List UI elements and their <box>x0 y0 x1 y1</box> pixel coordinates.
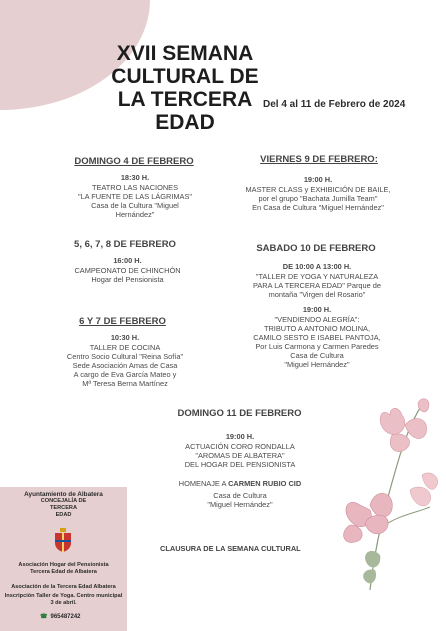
event-line: DEL HOGAR DEL PENSIONISTA <box>184 460 296 469</box>
event-line: A cargo de Eva García Mateo y <box>73 370 177 379</box>
section-title-6-7: 6 Y 7 DE FEBRERO <box>79 316 166 327</box>
section-title-viernes-9: VIERNES 9 DE FEBRERO: <box>260 154 378 165</box>
section-title-domingo-11: DOMINGO 11 DE FEBRERO <box>177 408 302 419</box>
event-time: 19:00 H. <box>302 305 332 314</box>
section-5-8 <box>55 256 200 284</box>
event-line: Hernández" <box>115 210 155 219</box>
event-line: TALLER DE COCINA <box>89 343 161 352</box>
event-dates: Del 4 al 11 de Febrero de 2024 <box>263 99 406 110</box>
event-time: 18:30 H. <box>120 173 150 182</box>
event-line: TEATRO LAS NACIONES <box>91 183 179 192</box>
event-line: TRIBUTO A ANTONIO MOLINA, <box>263 324 371 333</box>
phone-icon: ☎ <box>40 614 48 620</box>
event-line: En Casa de Cultura "Miguel Hernández" <box>252 203 384 212</box>
flower-decoration <box>330 395 446 590</box>
event-line: CAMPEONATO DE CHINCHÓN <box>74 266 181 275</box>
event-line: Mª Teresa Berna Martínez <box>82 379 168 388</box>
section-viernes-9 <box>228 175 408 212</box>
phone-number: 965487242 <box>50 614 81 620</box>
title-line: EDAD <box>155 111 215 134</box>
event-line: PARA LA TERCERA EDAD" Parque de <box>252 281 382 290</box>
title-line: XVII SEMANA <box>116 42 254 65</box>
assoc-line: Asociación Hogar del Pensionista <box>18 562 109 568</box>
section-6-7 <box>50 333 200 388</box>
inscription-line: 3 de abril. <box>50 600 77 606</box>
event-line: CAMILO SESTO E ISABEL PANTOJA, <box>253 333 381 342</box>
section-title-5-8: 5, 6, 7, 8 DE FEBRERO <box>74 239 176 250</box>
event-line: "LA FUENTE DE LAS LÁGRIMAS" <box>77 192 193 201</box>
event-time: DE 10:00 A 13:00 H. <box>282 262 352 271</box>
event-line: "Miguel Hernández" <box>284 360 350 369</box>
association-tercera-edad: Asociación de la Tercera Edad Albatera <box>11 584 116 590</box>
event-line: Casa de Cultura <box>290 351 344 360</box>
section-domingo-11 <box>165 432 315 509</box>
phone-contact <box>40 613 81 620</box>
yoga-inscription <box>0 593 127 607</box>
event-line: "VENDIENDO ALEGRÍA": <box>274 315 360 324</box>
section-title-sabado-10: SABADO 10 DE FEBRERO <box>256 243 376 254</box>
assoc-line: Tercera Edad de Albatera <box>30 569 97 575</box>
section-title-domingo-4: DOMINGO 4 DE FEBRERO <box>74 156 194 167</box>
event-line: ACTUACIÓN CORO RONDALLA <box>185 442 295 451</box>
event-time: 19:00 H. <box>225 432 255 441</box>
org-line: Ayuntamiento de Albatera <box>24 491 103 498</box>
town-seal-icon <box>54 528 72 552</box>
event-line: por el grupo "Bachata Jumilla Team" <box>258 194 378 203</box>
event-time: 10:30 H. <box>110 333 140 342</box>
event-line: Casa de Cultura <box>213 491 267 500</box>
homage-name: CARMEN RUBIO CID <box>228 479 302 488</box>
event-line: "TALLER DE YOGA Y NATURALEZA <box>255 272 379 281</box>
closing-text: CLAUSURA DE LA SEMANA CULTURAL <box>160 544 301 553</box>
homage-prefix: HOMENAJE A <box>178 479 229 488</box>
event-title <box>95 42 275 134</box>
title-line: LA TERCERA <box>117 88 253 111</box>
association-hogar <box>0 562 127 576</box>
title-line: CULTURAL DE <box>111 65 259 88</box>
event-line: Centro Socio Cultural "Reina Sofía" <box>66 352 184 361</box>
event-time: 19:00 H. <box>303 175 333 184</box>
event-line: "AROMAS DE ALBATERA" <box>195 451 285 460</box>
org-line: EDAD <box>55 512 72 518</box>
section-domingo-4 <box>55 173 215 219</box>
organizers-panel <box>0 487 127 631</box>
organizer-block <box>0 491 127 519</box>
section-sabado-10 <box>238 262 396 369</box>
event-line: Sede Asociación Amas de Casa <box>72 361 178 370</box>
homage-line <box>165 479 315 488</box>
event-line: MASTER CLASS y EXHIBICIÓN DE BAILE, <box>245 185 391 194</box>
org-line: CONCEJALÍA DE <box>40 498 87 504</box>
event-line: Por Luis Carmona y Carmen Paredes <box>255 342 379 351</box>
event-line: "Miguel Hernández" <box>207 500 273 509</box>
event-time: 16:00 H. <box>113 256 142 265</box>
event-line: montaña "Virgen del Rosario" <box>268 290 366 299</box>
event-line: Hogar del Pensionista <box>91 275 164 284</box>
org-line: TERCERA <box>49 505 78 511</box>
event-line: Casa de la Cultura "Miguel <box>91 201 179 210</box>
inscription-line: Inscripción Taller de Yoga. Centro municipal <box>4 593 123 599</box>
